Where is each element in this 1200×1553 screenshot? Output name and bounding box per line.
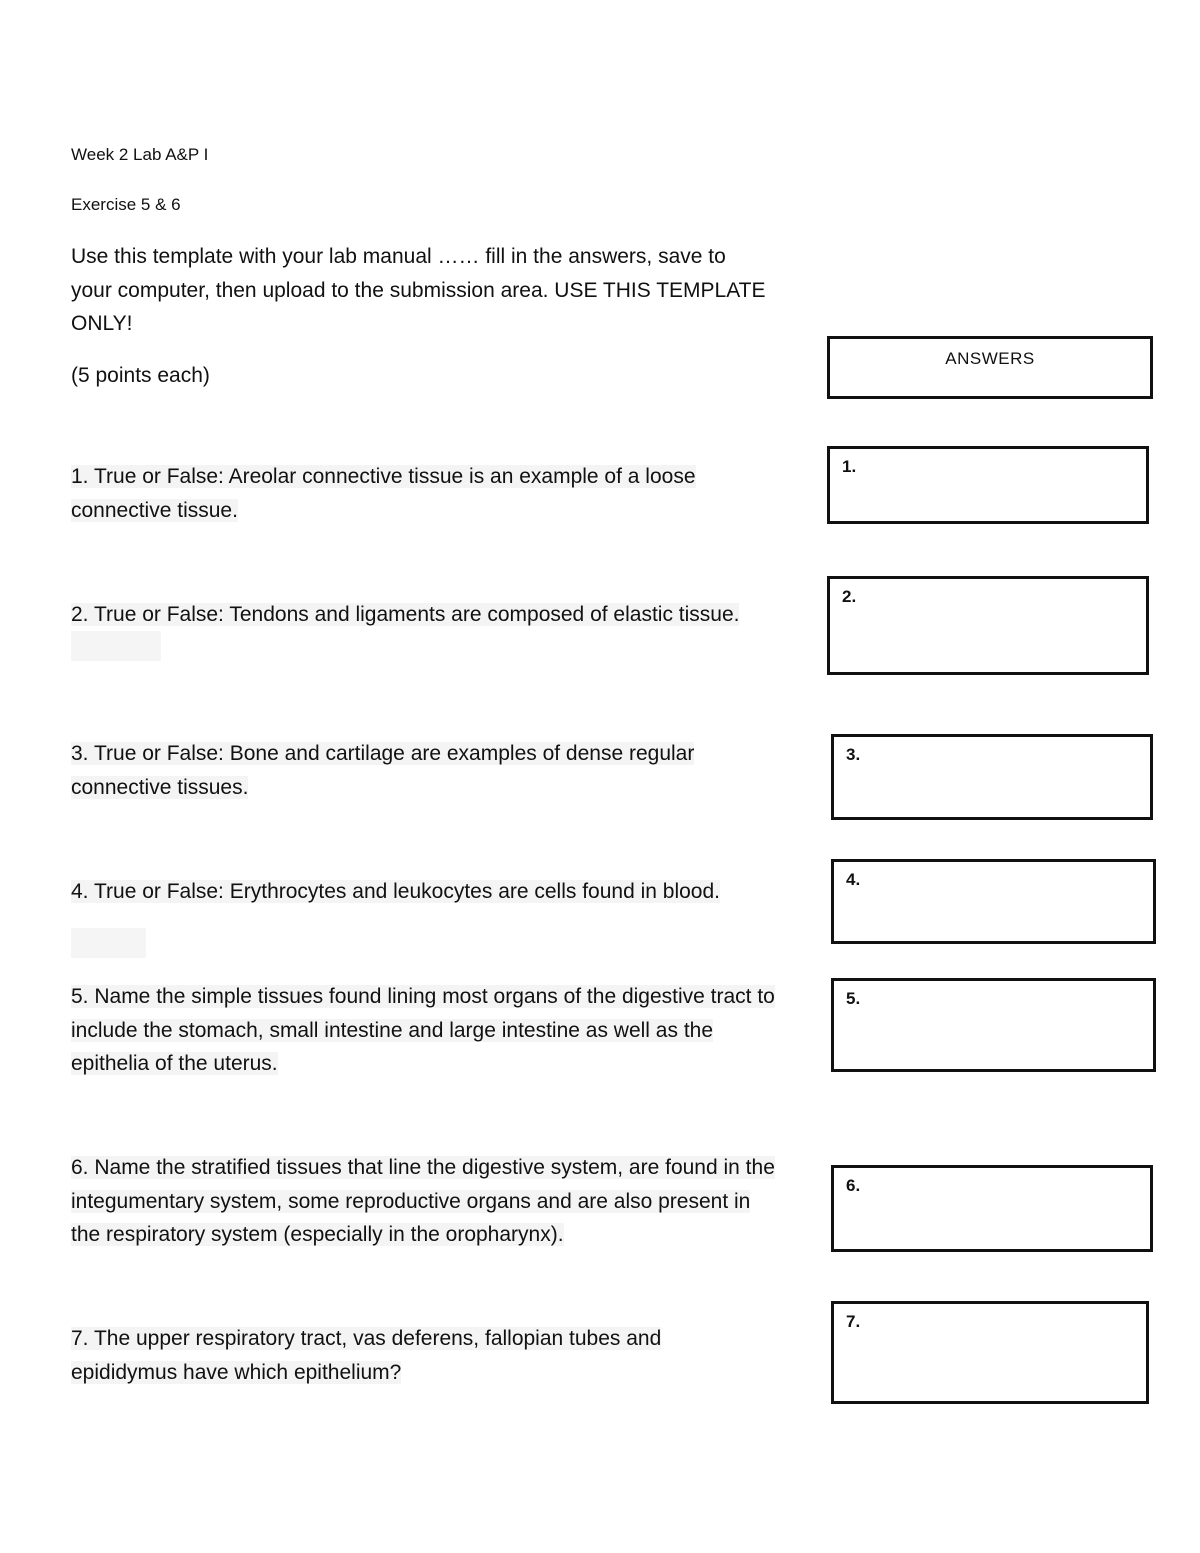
- question-7: [71, 1322, 711, 1389]
- question-text: 5. Name the simple tissues found lining most organs of the digestive tract to include the stomach, small intestine and large intestine as well as the epithelia of the uterus.: [71, 985, 775, 1075]
- question-6: [71, 1151, 781, 1252]
- page-title: Week 2 Lab A&P I: [71, 145, 209, 164]
- answer-box-4[interactable]: [831, 859, 1156, 944]
- answer-label: 7.: [846, 1312, 861, 1331]
- answer-box-5[interactable]: [831, 978, 1156, 1072]
- question-5: [71, 980, 781, 1081]
- answer-box-2[interactable]: [827, 576, 1149, 675]
- question-2: [71, 598, 771, 632]
- question-text: 3. True or False: Bone and cartilage are examples of dense regular connective tissues.: [71, 742, 695, 799]
- points-note: (5 points each): [71, 364, 210, 387]
- answer-label: 5.: [846, 989, 861, 1008]
- question-1: [71, 460, 711, 527]
- question-4: [71, 875, 771, 909]
- answers-header: ANSWERS: [945, 349, 1035, 368]
- instructions: Use this template with your lab manual …… fill in the answers, save to your computer, then upload to the submission area. USE THIS TEMPLATE ONLY!: [71, 245, 766, 335]
- question-3: [71, 737, 711, 804]
- answer-box-7[interactable]: [831, 1301, 1149, 1404]
- question-text: 1. True or False: Areolar connective tissue is an example of a loose connective tissue.: [71, 465, 696, 522]
- answer-label: 3.: [846, 745, 861, 764]
- question-text: 2. True or False: Tendons and ligaments are composed of elastic tissue.: [71, 603, 740, 626]
- answer-box-3[interactable]: [831, 734, 1153, 820]
- question-text: 4. True or False: Erythrocytes and leukocytes are cells found in blood.: [71, 880, 721, 903]
- answer-box-6[interactable]: [831, 1165, 1153, 1252]
- question-text: 7. The upper respiratory tract, vas deferens, fallopian tubes and epididymus have which epithelium?: [71, 1327, 662, 1384]
- answer-label: 6.: [846, 1176, 861, 1195]
- answer-box-1[interactable]: [827, 446, 1149, 524]
- answers-header-box: [827, 336, 1153, 399]
- answer-highlight: [71, 631, 161, 661]
- answer-label: 2.: [842, 587, 857, 606]
- answer-label: 4.: [846, 870, 861, 889]
- answer-label: 1.: [842, 457, 857, 476]
- question-text: 6. Name the stratified tissues that line the digestive system, are found in the integumentary system, some reproductive organs and are also present in the respiratory system (especially in the oropharynx).: [71, 1156, 775, 1246]
- answer-highlight: [71, 928, 146, 958]
- exercise-label: Exercise 5 & 6: [71, 195, 181, 214]
